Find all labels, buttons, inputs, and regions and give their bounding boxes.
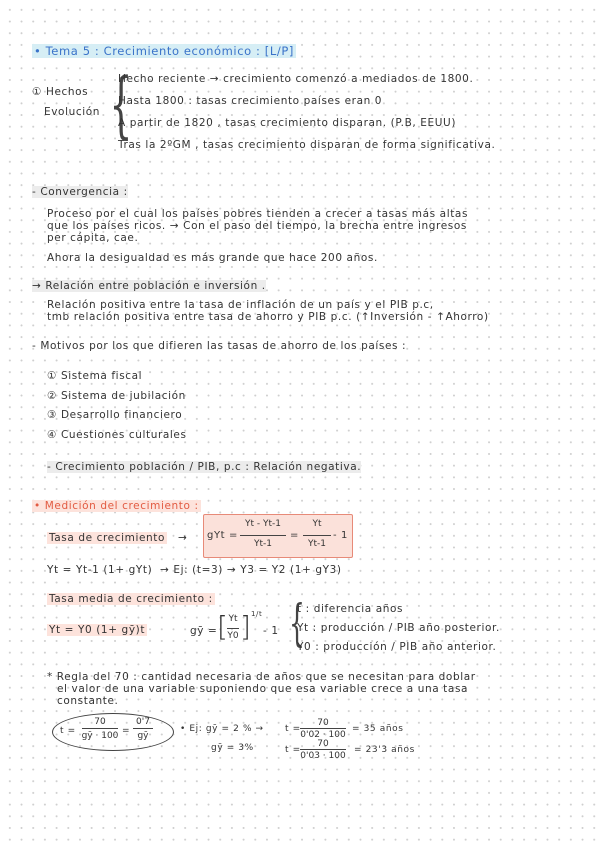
media-formula-1: Yt = Y0 (1+ gȳ)t	[49, 624, 146, 636]
convergencia-heading: - Convergencia :	[32, 186, 128, 198]
media-formula-2-num: Yt	[228, 614, 238, 624]
example-2-t: t =	[285, 745, 301, 755]
hechos-item: A partir de 1820 , tasas crecimiento disparan. (P.B, EEUU)	[118, 117, 457, 129]
media-formula-2-den: Y0	[227, 631, 239, 641]
curly-brace-icon: {	[109, 62, 133, 146]
fraction-line	[227, 628, 239, 629]
fraction-line	[133, 728, 153, 729]
example-2-result: = 23'3 años	[354, 745, 415, 755]
media-label: Tasa media de crecimiento :	[49, 593, 213, 605]
legend-item: Y0 : producción / PIB año anterior.	[297, 641, 497, 653]
box-num: 0'7	[136, 717, 150, 727]
hechos-item: Hecho reciente → crecimiento comenzó a mediados de 1800.	[118, 73, 474, 85]
relacion-text: tmb relación positiva entre tasa de ahorro y PIB p.c. (↑Inversión - ↑Ahorro)	[47, 311, 489, 323]
fraction-line	[300, 728, 346, 729]
example-2-den: 0'03 · 100	[300, 751, 346, 761]
formula-num: Yt	[312, 519, 322, 529]
legend-item: t : diferencia años	[297, 603, 404, 615]
media-formula-2-lhs: gȳ =	[190, 625, 218, 637]
recursive-formula: Yt = Yt-1 (1+ gYt)	[47, 564, 153, 576]
regla-text: * Regla del 70 : cantidad necesaria de años que se necesitan para doblar	[47, 671, 476, 683]
relacion-heading: → Relación entre población e inversión .	[32, 280, 266, 292]
legend-item: Yt : producción / PIB año posterior.	[297, 622, 500, 634]
regla-text: constante.	[57, 695, 119, 707]
example-1-den: 0'02 · 100	[300, 730, 346, 740]
page-title: • Tema 5 : Crecimiento económico : [L/P]	[34, 44, 294, 58]
hechos-item: Tras la 2ºGM , tasas crecimiento disparan de forma significativa.	[118, 139, 496, 151]
regla-text: el valor de una variable suponiendo que esa variable crece a una tasa	[57, 683, 469, 695]
medicion-heading: • Medición del crecimiento :	[34, 500, 199, 512]
example-2-num: 70	[317, 739, 329, 749]
motivos-item: ① Sistema fiscal	[47, 370, 143, 382]
fraction-line	[240, 535, 286, 536]
evolucion-label: Evolución	[44, 106, 101, 118]
curly-brace-icon: {	[288, 594, 305, 652]
motivos-heading: - Motivos por los que difieren las tasas de ahorro de los países :	[32, 340, 407, 352]
media-formula-2-tail: - 1	[263, 625, 279, 637]
box-t: t =	[60, 726, 76, 736]
convergencia-text: per cápita, cae.	[47, 232, 139, 244]
motivos-item: ② Sistema de jubilación	[47, 390, 186, 402]
formula-eq: =	[290, 530, 299, 541]
fraction-line	[300, 749, 346, 750]
example-2-lhs: gȳ = 3%	[211, 743, 254, 753]
bracket-close-icon: ]	[240, 610, 252, 643]
motivos-item: ④ Cuestiones culturales	[47, 429, 187, 441]
example-1-lhs: • Ej: gȳ = 2 % →	[180, 724, 264, 734]
tasa-label: Tasa de crecimiento	[49, 532, 166, 544]
convergencia-text: Proceso por el cual los países pobres tienden a crecer a tasas más altas	[47, 208, 469, 220]
box-den: gȳ	[137, 731, 149, 741]
convergencia-text: Ahora la desigualdad es más grande que hace 200 años.	[47, 252, 378, 264]
arrow-icon: →	[178, 532, 188, 544]
example-1-result: = 35 años	[352, 724, 404, 734]
box-eq: =	[122, 726, 131, 736]
bracket-open-icon: [	[217, 610, 229, 643]
formula-lhs: gYt =	[207, 530, 238, 541]
convergencia-text: que los países ricos. → Con el paso del tiempo, la brecha entre ingresos	[47, 220, 467, 232]
fraction-line	[82, 728, 118, 729]
formula-den: Yt-1	[308, 539, 326, 549]
example-formula: → Ej: (t=3) → Y3 = Y2 (1+ gY3)	[160, 564, 342, 576]
example-1-t: t =	[285, 724, 301, 734]
formula-den: Yt-1	[254, 539, 272, 549]
relacion-text: Relación positiva entre la tasa de inflación de un país y el PIB p.c,	[47, 299, 434, 311]
box-num: 70	[94, 717, 106, 727]
fraction-line	[303, 535, 331, 536]
example-1-num: 70	[317, 718, 329, 728]
formula-tail: - 1	[333, 530, 348, 541]
media-formula-2-exp: 1/t	[251, 610, 263, 618]
box-den: gȳ · 100	[81, 731, 119, 741]
hechos-label: ① Hechos	[32, 86, 89, 98]
poblacion-line: - Crecimiento población / PIB, p.c : Relación negativa.	[47, 461, 362, 473]
hechos-item: Hasta 1800 : tasas crecimiento países eran 0	[118, 95, 383, 107]
motivos-item: ③ Desarrollo financiero	[47, 409, 183, 421]
formula-num: Yt - Yt-1	[245, 519, 281, 529]
